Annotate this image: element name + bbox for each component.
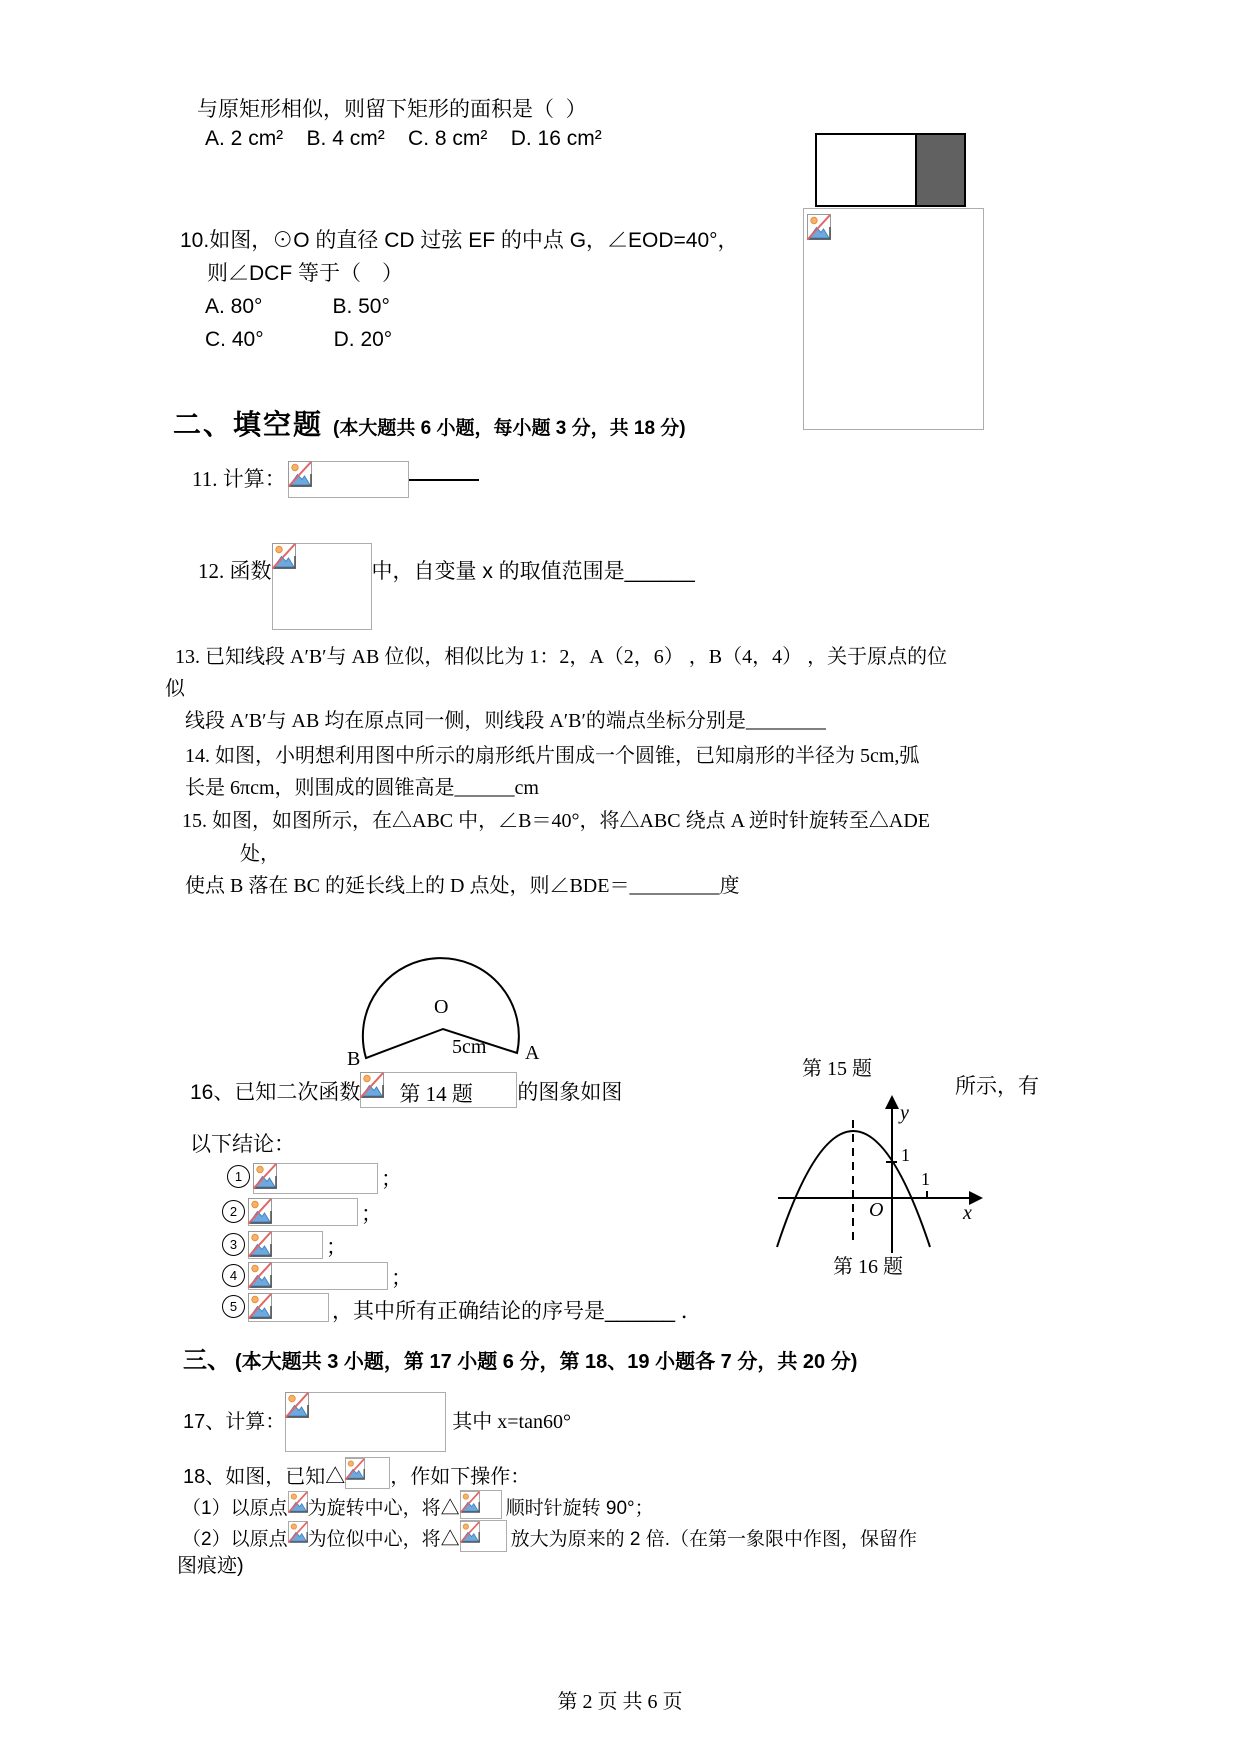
q11-text: 11. 计算：	[192, 467, 286, 491]
q16-item1-box	[253, 1163, 378, 1194]
rectangle-shaded-part	[915, 135, 964, 205]
q16-item2-box	[248, 1198, 358, 1226]
q16-item-3	[222, 1231, 347, 1261]
q18-step1-a: （1）以原点	[182, 1498, 288, 1519]
q10-line1: 10.如图，⊙O 的直径 CD 过弦 EF 的中点 G，∠EOD=40°，	[180, 229, 739, 252]
q14-line1: 14. 如图，小明想利用图中所示的扇形纸片围成一个圆锥，已知扇形的半径为 5cm,弧	[185, 745, 920, 767]
q18-suffix: ，作如下操作：	[390, 1466, 531, 1488]
q13-line2: 似	[165, 678, 185, 700]
sector-label-o: O	[434, 996, 449, 1018]
section3-header	[183, 1340, 857, 1375]
fig15-caption: 第 15 题	[802, 1058, 872, 1080]
q18-row	[183, 1457, 530, 1489]
q16-item2-punct: ；	[361, 1203, 382, 1226]
q18-step2-cont: 图痕迹)	[177, 1555, 244, 1577]
q18-step2	[182, 1520, 917, 1552]
q12-row	[198, 543, 695, 630]
broken-image-icon	[288, 1490, 308, 1514]
q16-prefix: 16、已知二次函数	[190, 1081, 361, 1104]
q11-row	[192, 461, 479, 498]
q12-suffix: 中，自变量 x 的取值范围是______	[371, 560, 695, 583]
sector-radius-label: 5cm	[452, 1036, 487, 1058]
q15-line1: 15. 如图，如图所示，在△ABC 中，∠B＝40°，将△ABC 绕点 A 逆时针旋转至△ADE	[182, 810, 931, 832]
q16-row	[190, 1072, 622, 1108]
q10-options-ab: A. 80° B. 50°	[205, 295, 390, 318]
q11-answer-line	[409, 479, 479, 481]
q15-line2: 处，	[240, 843, 280, 865]
q13-line3: 线段 A′B′与 AB 均在原点同一侧，则线段 A′B′的端点坐标分别是________	[185, 710, 826, 732]
broken-image-icon	[248, 1293, 272, 1319]
q16-item-4	[222, 1262, 412, 1292]
q9-options: A. 2 cm² B. 4 cm² C. 8 cm² D. 16 cm²	[205, 127, 602, 150]
q17-row	[183, 1392, 571, 1452]
q16-item3-punct: ；	[326, 1236, 347, 1259]
q13-line1: 13. 已知线段 A′B′与 AB 位似，相似比为 1：2，A（2，6） ，B（4，4） ，关于原点的位	[175, 646, 948, 668]
rectangle-figure	[815, 133, 966, 207]
q17-suffix: 其中 x=tan60°	[452, 1411, 571, 1433]
q18-step2-b: 为位似中心，将△	[307, 1529, 460, 1550]
broken-image-icon	[272, 543, 296, 569]
broken-image-icon	[460, 1520, 480, 1544]
q16-item-5	[222, 1293, 702, 1325]
axis-label-y: y	[900, 1102, 909, 1124]
section3-title: 三、	[183, 1347, 231, 1374]
q11-formula-box	[288, 461, 409, 498]
broken-image-icon	[253, 1163, 277, 1189]
q18-step2-a: （2）以原点	[182, 1529, 288, 1550]
q18-text: 18、如图，已知△	[183, 1466, 346, 1488]
circled-number: 4	[222, 1264, 245, 1287]
q18-triangle-box	[345, 1457, 390, 1489]
q10-options-cd: C. 40° D. 20°	[205, 328, 393, 351]
broken-image-icon	[360, 1072, 384, 1098]
broken-image-icon	[285, 1392, 309, 1418]
origin-label: O	[869, 1199, 884, 1221]
broken-image-icon	[248, 1231, 272, 1257]
fig14-caption: 第 14 题	[399, 1082, 473, 1106]
broken-image-icon	[288, 461, 312, 487]
q16-line2: 以下结论：	[190, 1133, 295, 1156]
parabola-figure	[770, 1095, 985, 1257]
q18-step1-box	[460, 1490, 502, 1519]
section2-header	[173, 403, 686, 443]
section3-note: (本大题共 3 小题，第 17 小题 6 分，第 18、19 小题各 7 分，共 20 分)	[235, 1351, 858, 1373]
q10-line2: 则∠DCF 等于（ ）	[207, 262, 403, 285]
q16-item3-box	[248, 1231, 323, 1259]
broken-image-icon	[288, 1520, 308, 1544]
q14-line2: 长是 6πcm，则围成的圆锥高是______cm	[185, 777, 539, 799]
q16-mid: 的图象如图	[517, 1081, 623, 1104]
q18-step2-c: 放大为原来的 2 倍.（在第一象限中作图，保留作	[510, 1529, 917, 1550]
y-tick-label: 1	[901, 1145, 910, 1165]
q18-step1-c: 顺时针旋转 90°；	[505, 1498, 654, 1519]
q16-item5-box	[248, 1293, 329, 1322]
broken-image-icon	[345, 1457, 365, 1481]
page-footer: 第 2 页 共 6 页	[557, 1691, 683, 1713]
q17-formula-box	[285, 1392, 446, 1452]
q16-item-1	[227, 1163, 402, 1194]
circled-number: 3	[222, 1233, 245, 1256]
section2-title: 二、填空题	[173, 409, 324, 440]
q16-tail: ，其中所有正确结论的序号是______ ．	[332, 1300, 702, 1323]
circled-number: 1	[227, 1165, 250, 1188]
q16-item-2	[222, 1198, 382, 1228]
q12-text: 12. 函数	[198, 559, 272, 583]
q17-text: 17、计算：	[183, 1411, 286, 1433]
fig16-caption: 第 16 题	[833, 1256, 903, 1278]
q9-text: 与原矩形相似，则留下矩形的面积是（ ）	[197, 98, 587, 121]
broken-image-icon	[460, 1490, 480, 1514]
q12-formula-box	[272, 543, 372, 630]
sector-label-b: B	[347, 1048, 361, 1070]
fig14-caption-box	[360, 1072, 517, 1108]
axis-label-x: x	[963, 1202, 972, 1224]
x-tick-label: 1	[921, 1169, 930, 1189]
broken-image-icon	[248, 1198, 272, 1224]
section2-note: (本大题共 6 小题，每小题 3 分，共 18 分)	[333, 418, 686, 439]
q15-line3: 使点 B 落在 BC 的延长线上的 D 点处，则∠BDE＝_________度	[185, 875, 740, 897]
q16-suffix: 所示，有	[955, 1075, 1039, 1098]
circled-number: 2	[222, 1200, 245, 1223]
sector-label-a: A	[525, 1042, 540, 1064]
q18-step2-box	[460, 1520, 507, 1552]
q18-step1	[182, 1490, 654, 1520]
q16-item1-punct: ；	[381, 1168, 402, 1191]
q18-step1-b: 为旋转中心，将△	[307, 1498, 460, 1519]
circled-number: 5	[222, 1295, 245, 1318]
broken-image-icon	[248, 1262, 272, 1288]
q16-item4-box	[248, 1262, 388, 1290]
broken-image-icon	[807, 214, 831, 240]
q16-item4-punct: ；	[391, 1267, 412, 1290]
q10-figure-box	[803, 208, 984, 430]
